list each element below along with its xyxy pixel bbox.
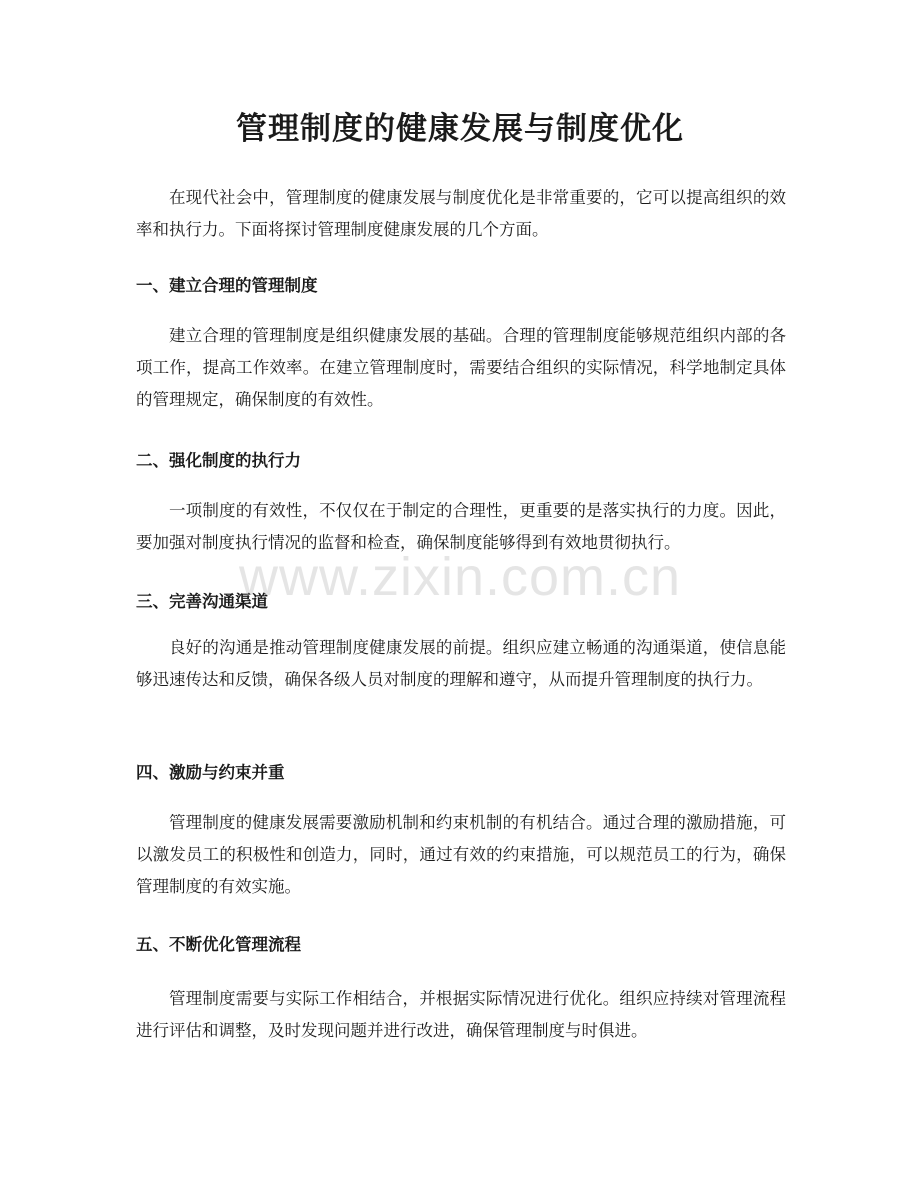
section-body-3: 良好的沟通是推动管理制度健康发展的前提。组织应建立畅通的沟通渠道，使信息能够迅速传达和反馈，确保各级人员对制度的理解和遵守，从而提升管理制度的执行力。 [136, 638, 786, 689]
section-heading-2: 二、强化制度的执行力 [136, 451, 301, 470]
section-heading-3: 三、完善沟通渠道 [136, 592, 268, 611]
section-body-5: 管理制度需要与实际工作相结合，并根据实际情况进行优化。组织应持续对管理流程进行评估和调整，及时发现问题并进行改进，确保管理制度与时俱进。 [136, 989, 786, 1040]
section-body-1: 建立合理的管理制度是组织健康发展的基础。合理的管理制度能够规范组织内部的各项工作，提高工作效率。在建立管理制度时，需要结合组织的实际情况，科学地制定具体的管理规定，确保制度的有效性。 [136, 326, 786, 409]
intro-paragraph: 在现代社会中，管理制度的健康发展与制度优化是非常重要的，它可以提高组织的效率和执行力。下面将探讨管理制度健康发展的几个方面。 [136, 188, 786, 239]
section-body-4: 管理制度的健康发展需要激励机制和约束机制的有机结合。通过合理的激励措施，可以激发员工的积极性和创造力，同时，通过有效的约束措施，可以规范员工的行为，确保管理制度的有效实施。 [136, 813, 786, 896]
section-heading-5: 五、不断优化管理流程 [136, 935, 301, 954]
document-title: 管理制度的健康发展与制度优化 [236, 111, 684, 147]
section-body-2: 一项制度的有效性，不仅仅在于制定的合理性，更重要的是落实执行的力度。因此，要加强对制度执行情况的监督和检查，确保制度能够得到有效地贯彻执行。 [136, 501, 786, 552]
section-heading-1: 一、建立合理的管理制度 [136, 276, 318, 295]
watermark: www.zixin.com.cn [238, 547, 682, 607]
section-heading-4: 四、激励与约束并重 [136, 763, 285, 782]
